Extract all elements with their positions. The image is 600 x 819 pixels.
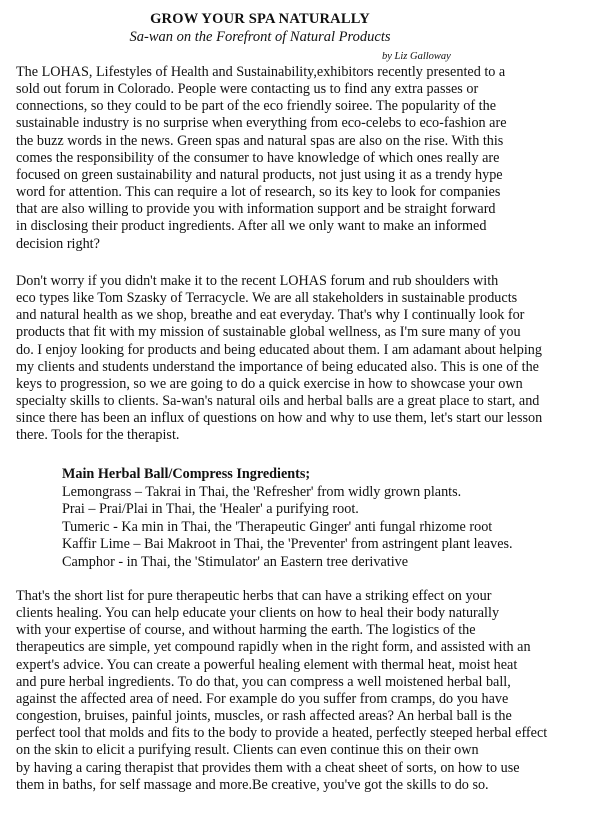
- text-line: The LOHAS, Lifestyles of Health and Sustainability,exhibitors recently presented to a: [16, 64, 506, 80]
- text-line: Don't worry if you didn't make it to the recent LOHAS forum and rub shoulders with: [16, 273, 499, 289]
- text-line: focused on green sustainability and natural products, not just using it as a trendy hype: [16, 166, 503, 183]
- text-line: sustainable industry is no surprise when everything from eco-celebs to eco-fashion are: [16, 115, 507, 132]
- text-line: eco types like Tom Szasky of Terracycle. We are all stakeholders in sustainable products: [16, 290, 518, 307]
- text-line: with your expertise of course, and without harming the earth. The logistics of the: [16, 622, 476, 639]
- text-line: keys to progression, so we are going to do a quick exercise in how to showcase your own: [16, 375, 523, 392]
- ingredient-item: Prai – Prai/Plai in Thai, the 'Healer' a purifying root.: [62, 501, 359, 518]
- text-line: them in baths, for self massage and more.Be creative, you've got the skills to do so.: [16, 776, 489, 793]
- text-line: specialty skills to clients. Sa-wan's natural oils and herbal balls are a great place to start, and: [16, 393, 540, 410]
- text-line: expert's advice. You can create a powerful healing element with thermal heat, moist heat: [16, 656, 518, 673]
- ingredient-item: Tumeric - Ka min in Thai, the 'Therapeutic Ginger' anti fungal rhizome root: [62, 518, 493, 535]
- text-line: products that fit with my mission of sustainable global wellness, as I'm sure many of you: [16, 324, 521, 341]
- text-line: on the skin to elicit a purifying result. Clients can even continue this on their own: [16, 742, 479, 759]
- text-line: that are also willing to provide you with information support and be straight forward: [16, 201, 496, 218]
- ingredients-list: [62, 466, 513, 572]
- text-line: and natural health as we shop, breathe and eat everyday. That's why I continually look for: [16, 307, 525, 324]
- text-line: in disclosing their product ingredients. After all we only want to make an informed: [16, 218, 487, 235]
- text-line: the buzz words in the news. Green spas and natural spas are also on the rise. With this: [16, 132, 504, 149]
- paragraph-intro: [16, 64, 596, 253]
- ingredients-heading: Main Herbal Ball/Compress Ingredients;: [62, 466, 311, 482]
- paragraph-lohas: [16, 273, 596, 445]
- text-line: do. I enjoy looking for products and being educated about them. I am adamant about helping: [16, 341, 542, 358]
- article-byline: by Liz Galloway: [382, 51, 451, 62]
- article-subtitle: Sa-wan on the Forefront of Natural Products: [129, 29, 391, 45]
- text-line: since there has been an influx of questions on how and why to use them, let's start our lesson: [16, 410, 543, 427]
- text-line: against the affected area of need. For example do you suffer from cramps, do you have: [16, 690, 509, 707]
- text-line: and pure herbal ingredients. To do that, you can compress a well moistened herbal ball,: [16, 673, 511, 690]
- ingredient-item: Kaffir Lime – Bai Makroot in Thai, the 'Preventer' from astringent plant leaves.: [62, 536, 513, 553]
- text-line: my clients and students understand the importance of being educated also. This is one of the: [16, 358, 539, 375]
- text-line: clients healing. You can help educate your clients on how to heal their body naturally: [16, 605, 500, 622]
- ingredient-item: Lemongrass – Takrai in Thai, the 'Refresher' from widly grown plants.: [62, 483, 462, 500]
- text-line: perfect tool that molds and fits to the body to provide a heated, perfectly steeped herbal effect: [16, 725, 548, 742]
- text-line: there. Tools for the therapist.: [16, 427, 180, 444]
- ingredient-item: Camphor - in Thai, the 'Stimulator' an Eastern tree derivative: [62, 553, 409, 570]
- article-title: GROW YOUR SPA NATURALLY: [150, 11, 370, 27]
- text-line: comes the responsibility of the consumer to have knowledge of which ones really are: [16, 149, 500, 166]
- text-line: That's the short list for pure therapeutic herbs that can have a striking effect on your: [16, 588, 492, 604]
- text-line: by having a caring therapist that provides them with a cheat sheet of sorts, on how to use: [16, 759, 520, 776]
- text-line: congestion, bruises, painful joints, muscles, or rash affected areas? An herbal ball is the: [16, 708, 512, 725]
- text-line: word for attention. This can require a lot of research, so its key to look for companies: [16, 184, 501, 201]
- paragraph-therapeutics: [16, 588, 596, 794]
- text-line: therapeutics are simple, yet compound rapidly when in the right form, and assisted with an: [16, 639, 531, 656]
- text-line: connections, so they could to be part of the eco friendly soiree. The popularity of the: [16, 98, 496, 115]
- text-line: decision right?: [16, 235, 100, 252]
- text-line: sold out forum in Colorado. People were contacting us to find any extra passes or: [16, 81, 479, 98]
